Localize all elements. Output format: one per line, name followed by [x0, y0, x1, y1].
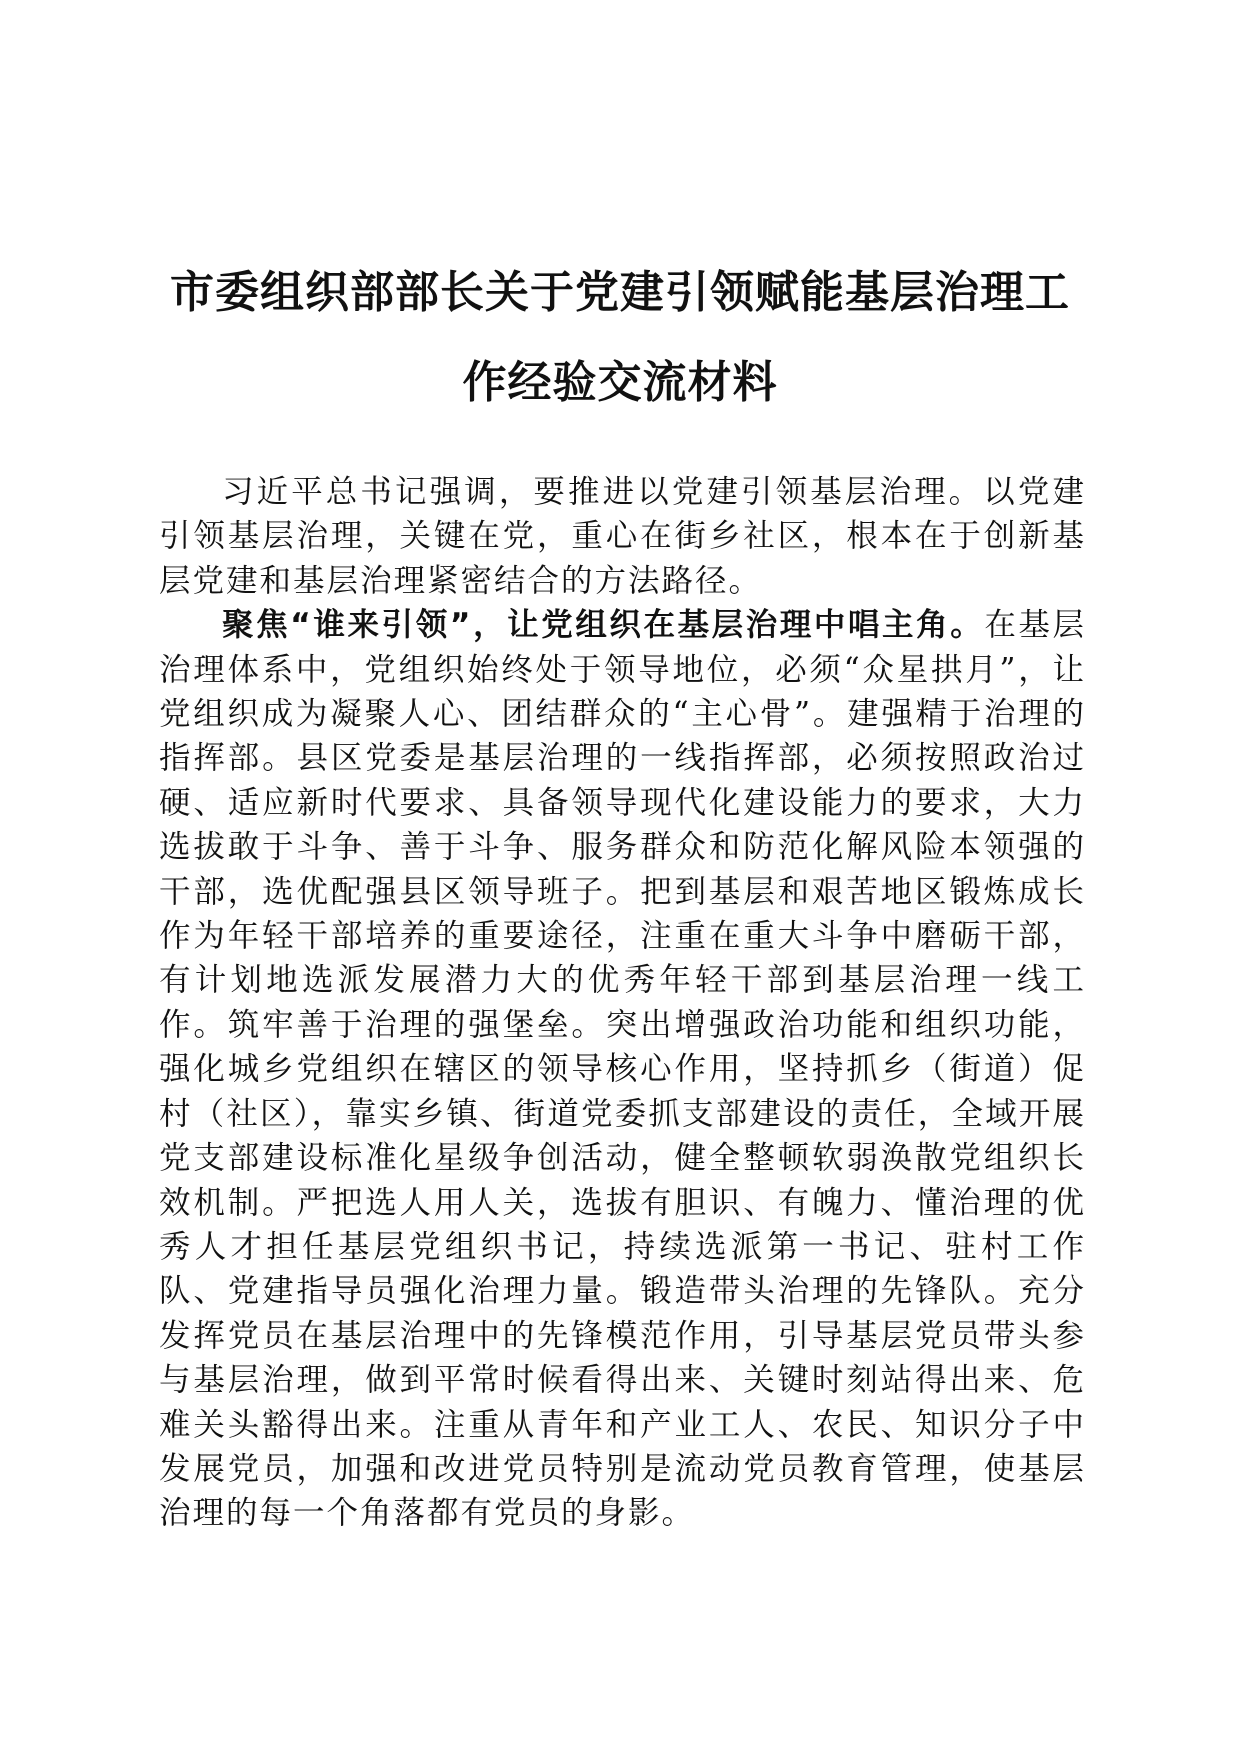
paragraph-intro [159, 470, 1086, 603]
section-1-text: 在基层治理体系中，党组织始终处于领导地位，必须“众星拱月”，让党组织成为凝聚人心、团结群众的“主心骨”。建强精于治理的指挥部。县区党委是基层治理的一线指挥部，必须按照政治过硬、适应新时代要求、具备领导现代化建设能力的要求，大力选拔敢于斗争、善于斗争、服务群众和防范化解风险本领强的干部，选优配强县区领导班子。把到基层和艰苦地区锻炼成长作为年轻干部培养的重要途径，注重在重大斗争中磨砺干部，有计划地选派发展潜力大的优秀年轻干部到基层治理一线工作。筑牢善于治理的强堡垒。突出增强政治功能和组织功能，强化城乡党组织在辖区的领导核心作用，坚持抓乡（街道）促村（社区），靠实乡镇、街道党委抓支部建设的责任，全域开展党支部建设标准化星级争创活动，健全整顿软弱涣散党组织长效机制。严把选人用人关，选拔有胆识、有魄力、懂治理的优秀人才担任基层党组织书记，持续选派第一书记、驻村工作队、党建指导员强化治理力量。锻造带头治理的先锋队。充分发挥党员在基层治理中的先锋模范作用，引导基层党员带头参与基层治理，做到平常时候看得出来、关键时刻站得出来、危难关头豁得出来。注重从青年和产业工人、农民、知识分子中发展党员，加强和改进党员特别是流动党员教育管理，使基层治理的每一个角落都有党员的身影。 [159, 607, 1086, 1532]
paragraph-intro-text: 习近平总书记强调，要推进以党建引领基层治理。以党建引领基层治理，关键在党，重心在街乡社区，根本在于创新基层党建和基层治理紧密结合的方法路径。 [159, 474, 1086, 599]
document-body [159, 470, 1086, 1536]
paragraph-section-1 [159, 603, 1086, 1536]
section-1-heading: 聚焦“谁来引领”，让党组织在基层治理中唱主角。 [222, 607, 985, 644]
document-title: 市委组织部部长关于党建引领赋能基层治理工作经验交流材料 [170, 267, 1070, 408]
